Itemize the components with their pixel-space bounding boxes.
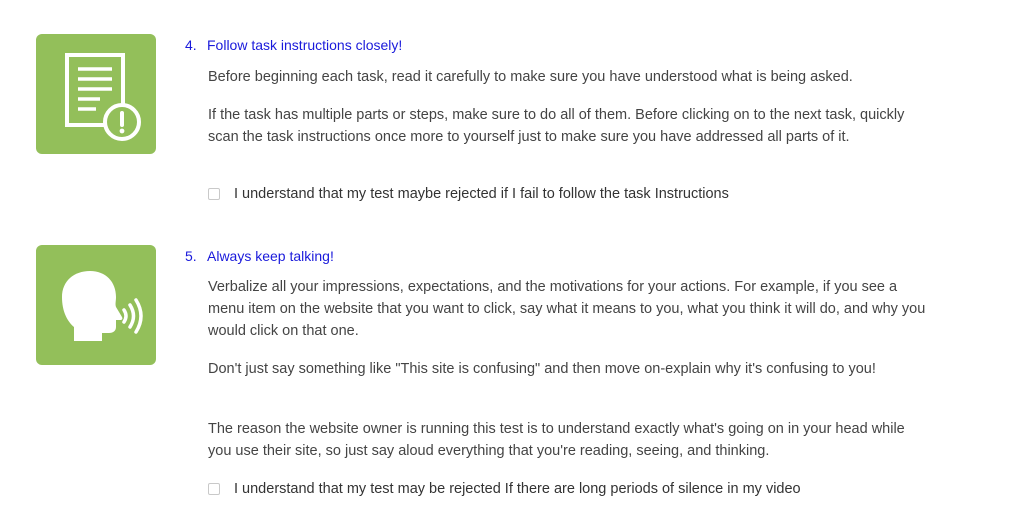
section-title: Follow task instructions closely! — [207, 37, 403, 53]
instruction-paragraph: Before beginning each task, read it carefully to make sure you have understood what is being asked. — [208, 69, 853, 85]
acknowledge-checkbox-row[interactable] — [208, 186, 729, 202]
acknowledge-checkbox-row[interactable] — [208, 481, 801, 497]
acknowledge-checkbox-label[interactable]: I understand that my test may be rejected If there are long periods of silence in my video — [234, 481, 801, 497]
speaking-head-icon — [36, 245, 156, 365]
instruction-paragraph: If the task has multiple parts or steps, make sure to do all of them. Before clicking on to the next task, quickly scan the task instructions once more to yourself just to make sure you have addressed all parts of it. — [208, 107, 905, 145]
acknowledge-checkbox-label[interactable]: I understand that my test maybe rejected if I fail to follow the task Instructions — [234, 186, 729, 202]
section-number: 5. — [185, 248, 197, 264]
section-heading — [185, 37, 402, 53]
section-heading — [185, 248, 334, 264]
acknowledge-checkbox[interactable] — [208, 188, 220, 200]
acknowledge-checkbox[interactable] — [208, 483, 220, 495]
instruction-paragraph: Verbalize all your impressions, expectations, and the motivations for your actions. For example, if you see a menu item on the website that you want to click, say what it means to you, what you think it will do, and why you would click on that one. — [208, 279, 926, 339]
instruction-paragraph: Don't just say something like "This site is confusing" and then move on-explain why it's confusing to you! — [208, 361, 876, 377]
section-number: 4. — [185, 37, 197, 53]
section-title: Always keep talking! — [207, 248, 334, 264]
document-warning-icon — [36, 34, 156, 154]
instruction-paragraph: The reason the website owner is running this test is to understand exactly what's going on in your head while you use their site, so just say aloud everything that you're reading, seeing, and thinking. — [208, 421, 905, 459]
